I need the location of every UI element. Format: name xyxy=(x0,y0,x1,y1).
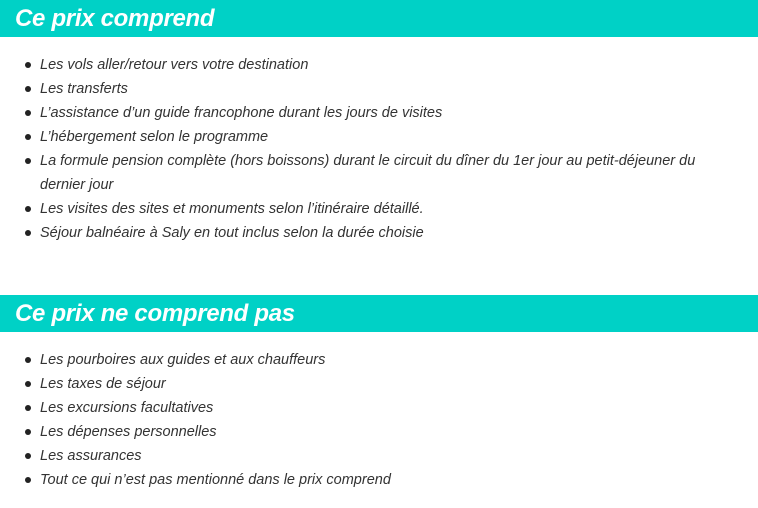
list-item xyxy=(0,197,740,221)
list-item-text: L’assistance d’un guide francophone durant les jours de visites xyxy=(40,105,443,121)
list-item-text: Les vols aller/retour vers votre destination xyxy=(40,57,309,73)
list-item xyxy=(0,348,740,372)
list-item xyxy=(0,77,740,101)
list-item xyxy=(0,221,740,245)
list-item-text: Tout ce qui n’est pas mentionné dans le prix comprend xyxy=(40,472,391,488)
bullet-icon xyxy=(25,357,31,363)
bullet-icon xyxy=(25,110,31,116)
list-item xyxy=(0,372,740,396)
list-item-text: Séjour balnéaire à Saly en tout inclus selon la durée choisie xyxy=(40,225,424,241)
list-item-text: Les pourboires aux guides et aux chauffeurs xyxy=(40,352,326,368)
includes-section-header xyxy=(0,0,758,37)
list-item-text: Les transferts xyxy=(40,81,128,97)
excludes-list xyxy=(0,348,740,492)
list-item xyxy=(0,420,740,444)
list-item-text: Les dépenses personnelles xyxy=(40,424,217,440)
list-item xyxy=(0,125,740,149)
bullet-icon xyxy=(25,62,31,68)
includes-list xyxy=(0,53,740,245)
bullet-icon xyxy=(25,158,31,164)
list-item xyxy=(0,149,740,197)
bullet-icon xyxy=(25,381,31,387)
bullet-icon xyxy=(25,230,31,236)
list-item xyxy=(0,53,740,77)
bullet-icon xyxy=(25,134,31,140)
list-item-text: Les assurances xyxy=(40,448,142,464)
list-item xyxy=(0,396,740,420)
excludes-section-header xyxy=(0,295,758,332)
list-item xyxy=(0,468,740,492)
list-item-text: L’hébergement selon le programme xyxy=(40,129,269,145)
list-item-text: Les visites des sites et monuments selon l’itinéraire détaillé. xyxy=(40,201,424,217)
list-item-text: Les excursions facultatives xyxy=(40,400,214,416)
bullet-icon xyxy=(25,206,31,212)
excludes-section-title: Ce prix ne comprend pas xyxy=(15,300,295,327)
list-item-text: La formule pension complète (hors boissons) durant le circuit du dîner du 1er jour au petit-déjeuner du dernier jour xyxy=(40,153,696,193)
list-item-text: Les taxes de séjour xyxy=(40,376,166,392)
list-item xyxy=(0,101,740,125)
bullet-icon xyxy=(25,477,31,483)
list-item xyxy=(0,444,740,468)
bullet-icon xyxy=(25,453,31,459)
bullet-icon xyxy=(25,86,31,92)
includes-section-title: Ce prix comprend xyxy=(15,5,215,32)
bullet-icon xyxy=(25,429,31,435)
bullet-icon xyxy=(25,405,31,411)
